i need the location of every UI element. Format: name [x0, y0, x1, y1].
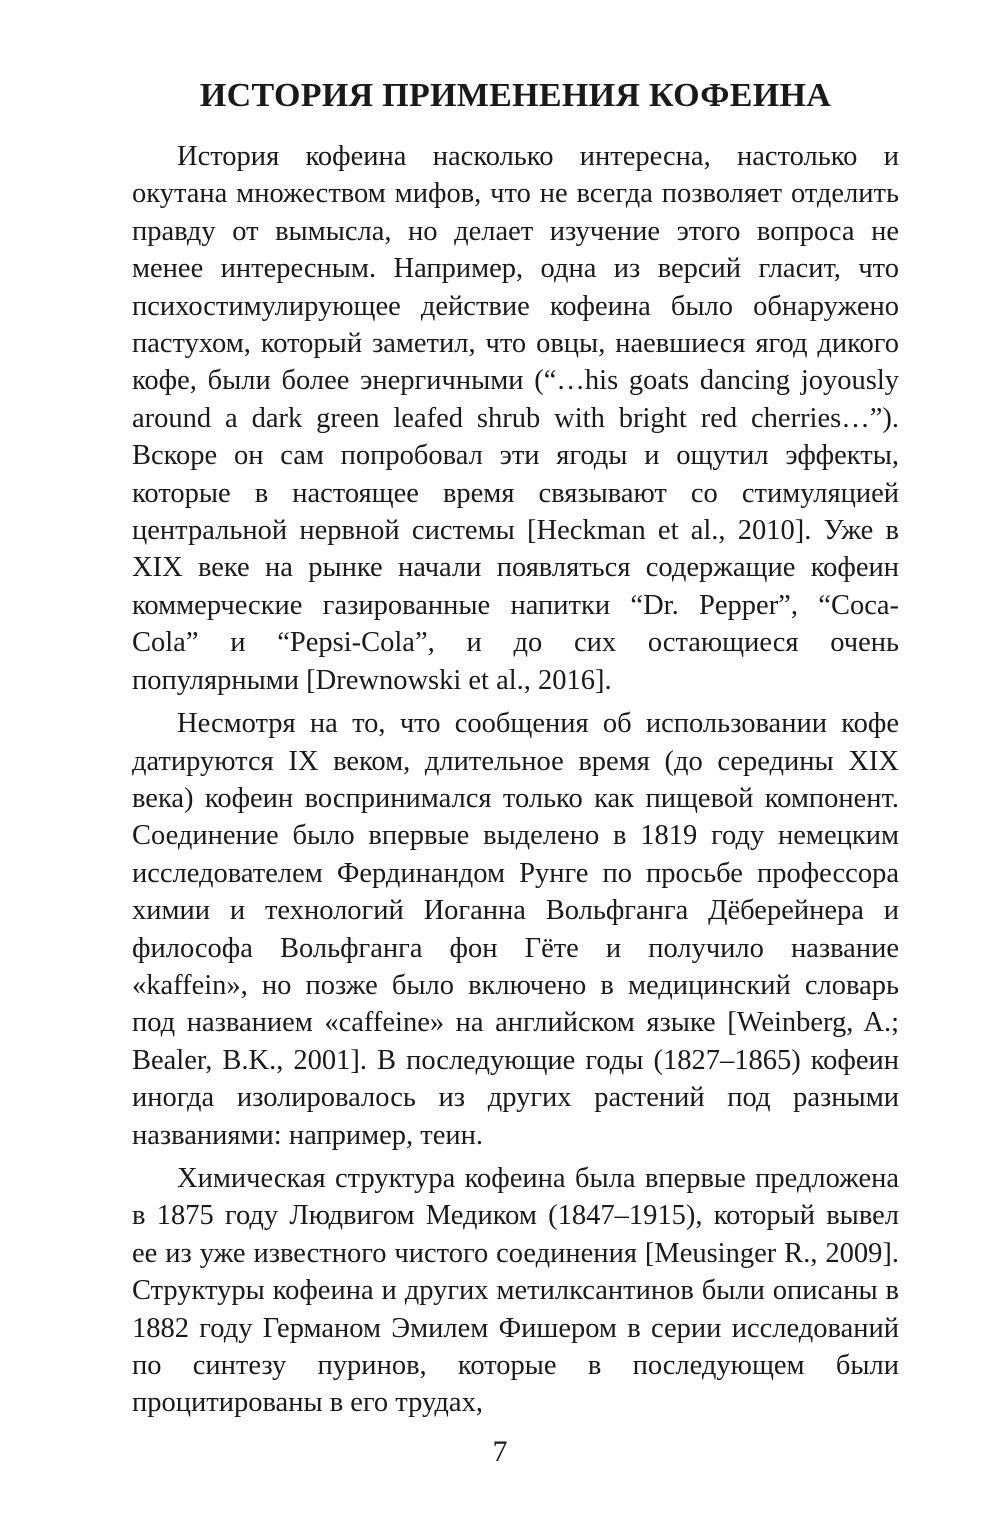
paragraph: Химическая структура кофеина была впервые предложена в 1875 году Людвигом Медиком (1847–1915), который вывел ее из уже известного чистого соединения [Meusinger R., 2009]. Структуры кофеина и других метилксантинов были описаны в 1882 году Германом Эмилем Фишером в серии исследований по синтезу пуринов, которые в последующем были процитированы в его трудах, [132, 1162, 899, 1419]
page-number: 7 [492, 1435, 508, 1468]
paragraph: Несмотря на то, что сообщения об использовании кофе датируются IX веком, длительное время (до середины XIX века) кофеин воспринимался только как пищевой компонент. Соединение было впервые выделено в 1819 году немецким исследователем Фердинандом Рунге по просьбе профессора химии и технологий Иоганна Вольфганга Дёберейнера и философа Вольфганга фон Гёте и получило название «kaffein», но позже было включено в медицинский словарь под названием «caffeine» на английском языке [Weinberg, A.; Bealer, B.K., 2001]. В последующие годы (1827–1865) кофеин иногда изолировалось из других растений под разными названиями: например, теин. [132, 708, 899, 1151]
body-text [132, 138, 899, 1428]
paragraph: История кофеина насколько интересна, настолько и окутана множеством мифов, что не всегда позволяет отделить правду от вымысла, но делает изучение этого вопроса не менее интересным. Например, одна из версий гласит, что психостимулирующее действие кофеина было обнаружено пастухом, который заметил, что овцы, наевшиеся ягод дикого кофе, были более энергичными (“…his goats dancing joyously around a dark green leafed shrub with bright red cherries…”). Вскоре он сам попробовал эти ягоды и ощутил эффекты, которые в настоящее время связывают со стимуляцией центральной нервной системы [Heckman et al., 2010]. Уже в XIX веке на рынке начали появляться содержащие кофеин коммерческие газированные напитки “Dr. Pepper”, “Coca-Cola” и “Pepsi-Cola”, и до сих остающиеся очень популярными [Drewnowski et al., 2016]. [132, 141, 899, 696]
chapter-title: ИСТОРИЯ ПРИМЕНЕНИЯ КОФЕИНА [199, 77, 832, 114]
